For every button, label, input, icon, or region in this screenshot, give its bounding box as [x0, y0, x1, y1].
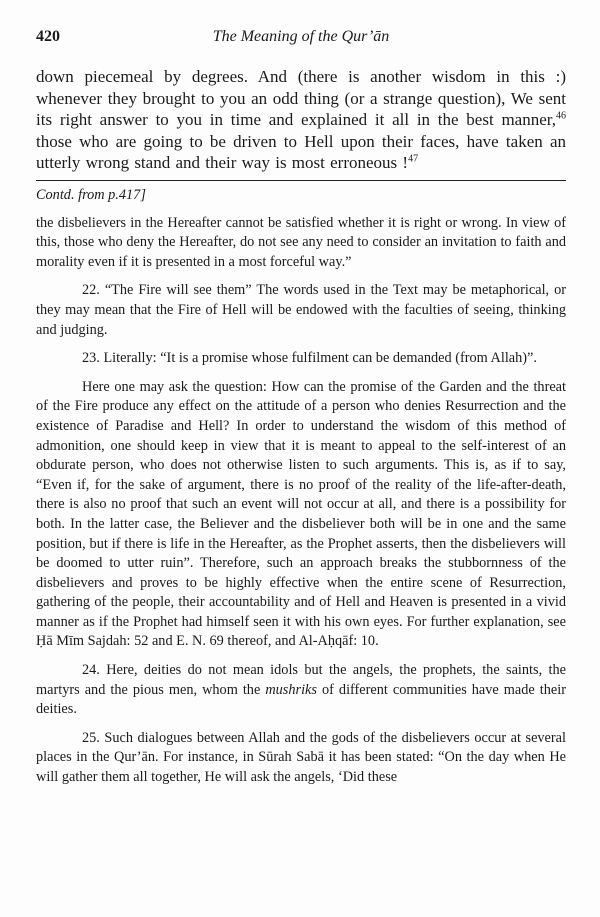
translation-text — [36, 66, 566, 174]
continuation-label: Contd. from p.417] — [36, 187, 146, 203]
note-23: 23. Literally: “It is a promise whose fulfilment can be demanded (from Allah)”. — [82, 350, 537, 367]
running-title: The Meaning of the Qur’ān — [212, 28, 390, 45]
footnote-ref-46: 46 — [556, 110, 566, 122]
translation-paragraph — [36, 66, 566, 174]
note-24 — [36, 661, 566, 720]
note-23-continued: Here one may ask the question: How can the promise of the Garden and the threat of the Fire produce any effect on the attitude of a person who denies Resurrection and the existence of Paradise and Hell? In order to understand the wisdom of this method of admonition, one should keep in view that it is meant to appeal to the self-interest of an obdurate person, who does not otherwise listen to such arguments. This is, as if to say, “Even if, for the sake of argument, there is no proof of the reality of the life-after-death, there is also no proof that such an event will not occur at all, and there is a possibility for both. In the latter case, the Believer and the disbeliever both will be in one and the same position, but if there is life in the Hereafter, as the Prophet asserts, then the disbelievers will be doomed to utter ruin”. Therefore, such an approach breaks the stubbornness of the disbelievers and proves to be highly effective when the entire scene of Resurrection, gathering of the people, their accountability and of Hell and Heaven is presented in a vivid manner as if the Prophet had himself seen it with his own eyes. For further explanation, see Ḥā Mīm Sajdah: 52 and E. N. 69 thereof, and Al-Aḥqāf: 10. — [36, 378, 566, 650]
page-number: 420 — [36, 28, 60, 45]
note-22: 22. “The Fire will see them” The words used in the Text may be metaphorical, or they may mean that the Fire of Hell will be endowed with the faculties of seeing, thinking and judging. — [36, 282, 566, 338]
note-24-text-b: of different communities have made their deities. — [36, 681, 566, 718]
translation-text-part-2: those who are going to be driven to Hell upon their faces, have taken an utterly wrong stand and their way is most erroneous ! — [36, 131, 566, 172]
note-24-text-a: 24. Here, deities do not mean idols but the angels, the prophets, the saints, the martyrs and the pious men, whom the — [36, 662, 566, 698]
note-25: 25. Such dialogues between Allah and the gods of the disbelievers occur at several places in the Qur’ān. For instance, in Sūrah Sabā it has been stated: “On the day when He will gather them all together, He will ask the angels, ‘Did these — [36, 729, 566, 786]
note-24-italic-term: mushriks — [265, 681, 317, 698]
translation-text-part-1: down piecemeal by degrees. And (there is another wisdom in this :) whenever they brought to you an odd thing (or a strange question), We sent its right answer to you in time and explained it all in the best manner, — [36, 67, 566, 129]
page-header — [36, 28, 566, 50]
explanatory-notes — [36, 186, 566, 797]
footnote-ref-47: 47 — [408, 153, 419, 165]
section-divider — [36, 180, 566, 181]
continued-note: the disbelievers in the Hereafter cannot be satisfied whether it is right or wrong. In view of this, those who deny the Hereafter, do not see any need to consider an invitation to faith and morality even if it is presented in a most forceful way.” — [36, 214, 566, 270]
